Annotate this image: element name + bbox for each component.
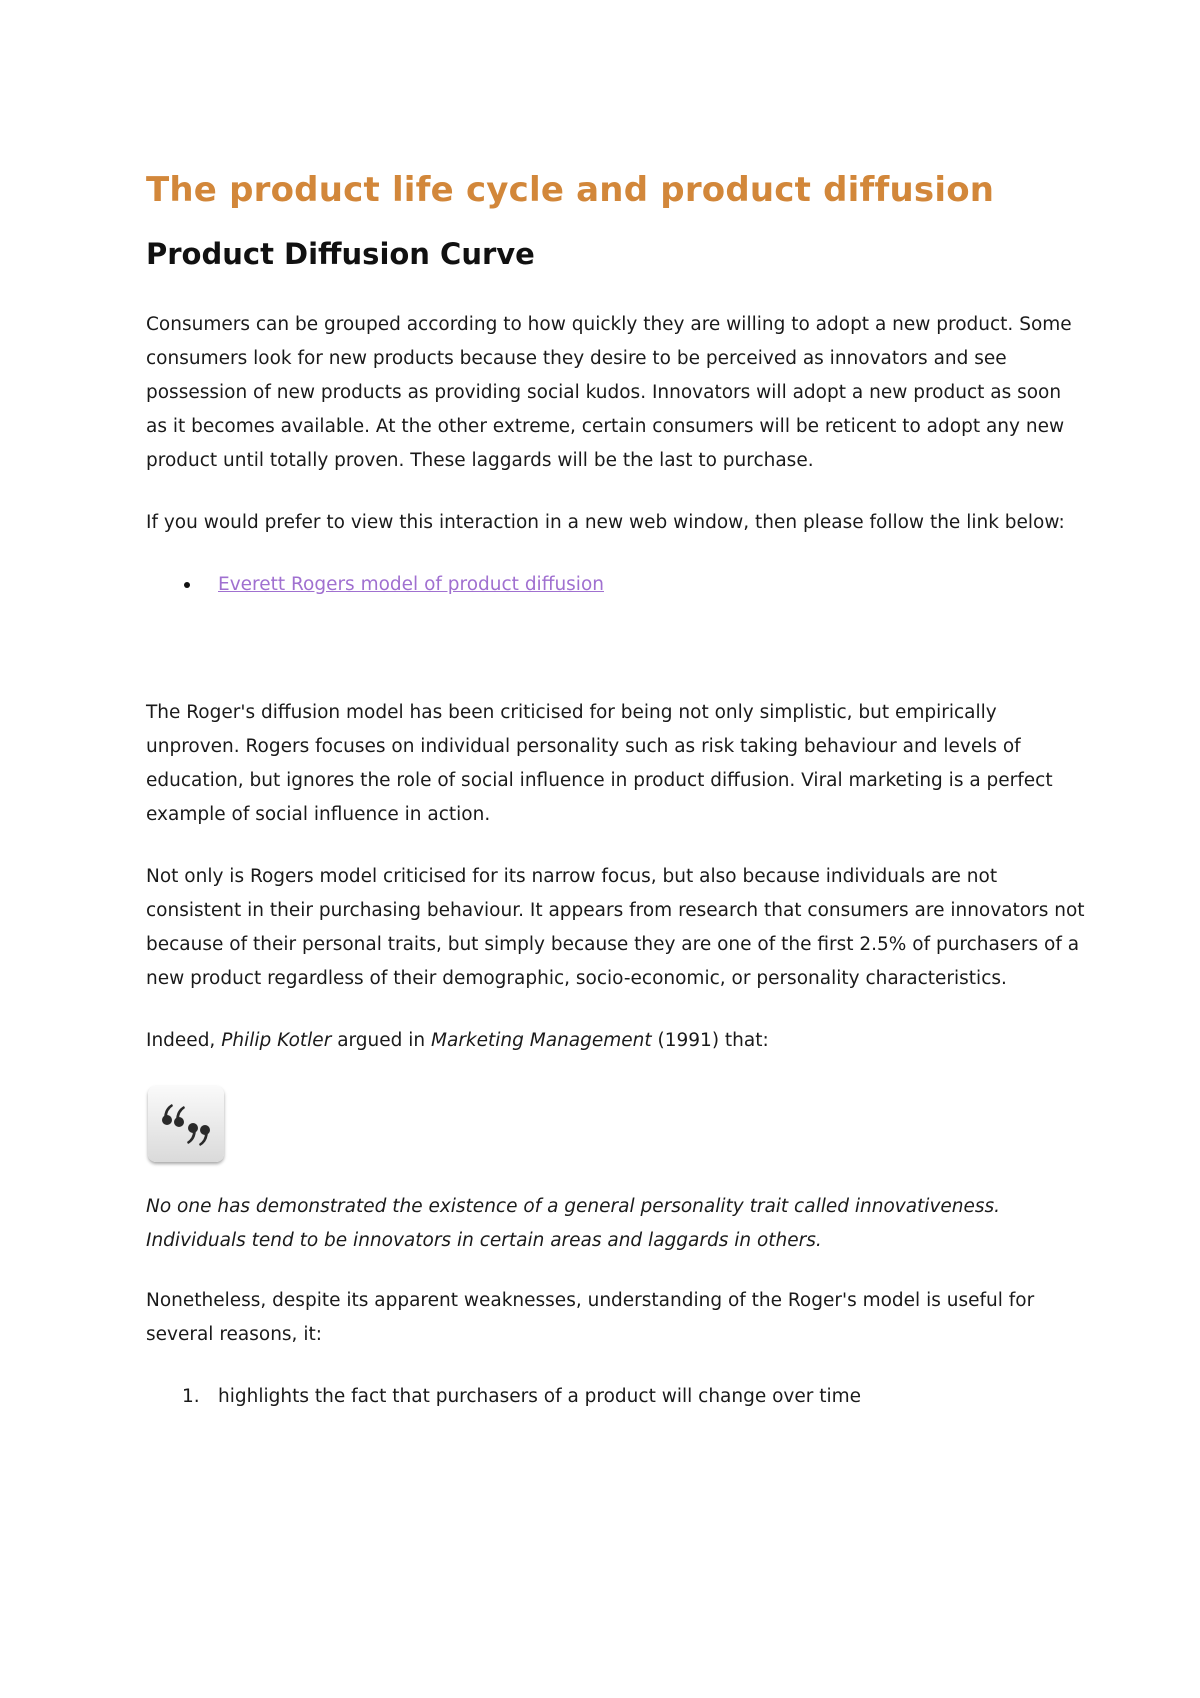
list-number: 1.: [182, 1385, 200, 1407]
link-list: [146, 568, 1086, 696]
criticism-paragraph: The Roger's diffusion model has been criticised for being not only simplistic, but empirically unproven. Rogers focuses on individual personality such as risk taking behaviour and levels of education, but ignores the role of social influence in product diffusion. Viral marketing is a perfect example of social influence in action.: [146, 701, 1053, 825]
document-page: [146, 170, 1086, 1414]
narrow-focus-paragraph: Not only is Rogers model criticised for its narrow focus, but also because individuals are not consistent in their purchasing behaviour. It appears from research that consumers are innovators not because of their personal traits, but simply because they are one of the first 2.5% of purchasers of a new product regardless of their demographic, socio-economic, or personality characteristics.: [146, 865, 1085, 989]
rogers-model-link[interactable]: Everett Rogers model of product diffusion: [218, 573, 604, 595]
kotler-middle: argued in: [331, 1029, 432, 1051]
list-item: [146, 1380, 1086, 1414]
kotler-suffix: (1991) that:: [651, 1029, 769, 1051]
page-title: The product life cycle and product diffusion: [146, 170, 995, 210]
link-intro-paragraph: If you would prefer to view this interaction in a new web window, then please follow the link below:: [146, 511, 1065, 533]
bullet-icon: [184, 582, 190, 588]
kotler-prefix: Indeed,: [146, 1029, 222, 1051]
list-item: [146, 568, 1086, 602]
list-item-text: highlights the fact that purchasers of a product will change over time: [218, 1385, 862, 1407]
kotler-book: Marketing Management: [431, 1029, 652, 1051]
kotler-quote: No one has demonstrated the existence of a general personality trait called innovativeness. Individuals tend to be innovators in certain areas and laggards in others.: [146, 1195, 1001, 1251]
kotler-author: Philip Kotler: [221, 1029, 332, 1051]
nonetheless-paragraph: Nonetheless, despite its apparent weaknesses, understanding of the Roger's model is useful for several reasons, it:: [146, 1289, 1035, 1345]
kotler-intro-paragraph: [146, 1024, 1086, 1058]
intro-paragraph: Consumers can be grouped according to how quickly they are willing to adopt a new product. Some consumers look for new products because they desire to be perceived as innovators and see possession of new products as providing social kudos. Innovators will adopt a new product as soon as it becomes available. At the other extreme, certain consumers will be reticent to adopt any new product until totally proven. These laggards will be the last to purchase.: [146, 313, 1072, 471]
quote-icon: [148, 1086, 224, 1162]
section-heading: Product Diffusion Curve: [146, 236, 535, 271]
reasons-list: [146, 1380, 1086, 1414]
